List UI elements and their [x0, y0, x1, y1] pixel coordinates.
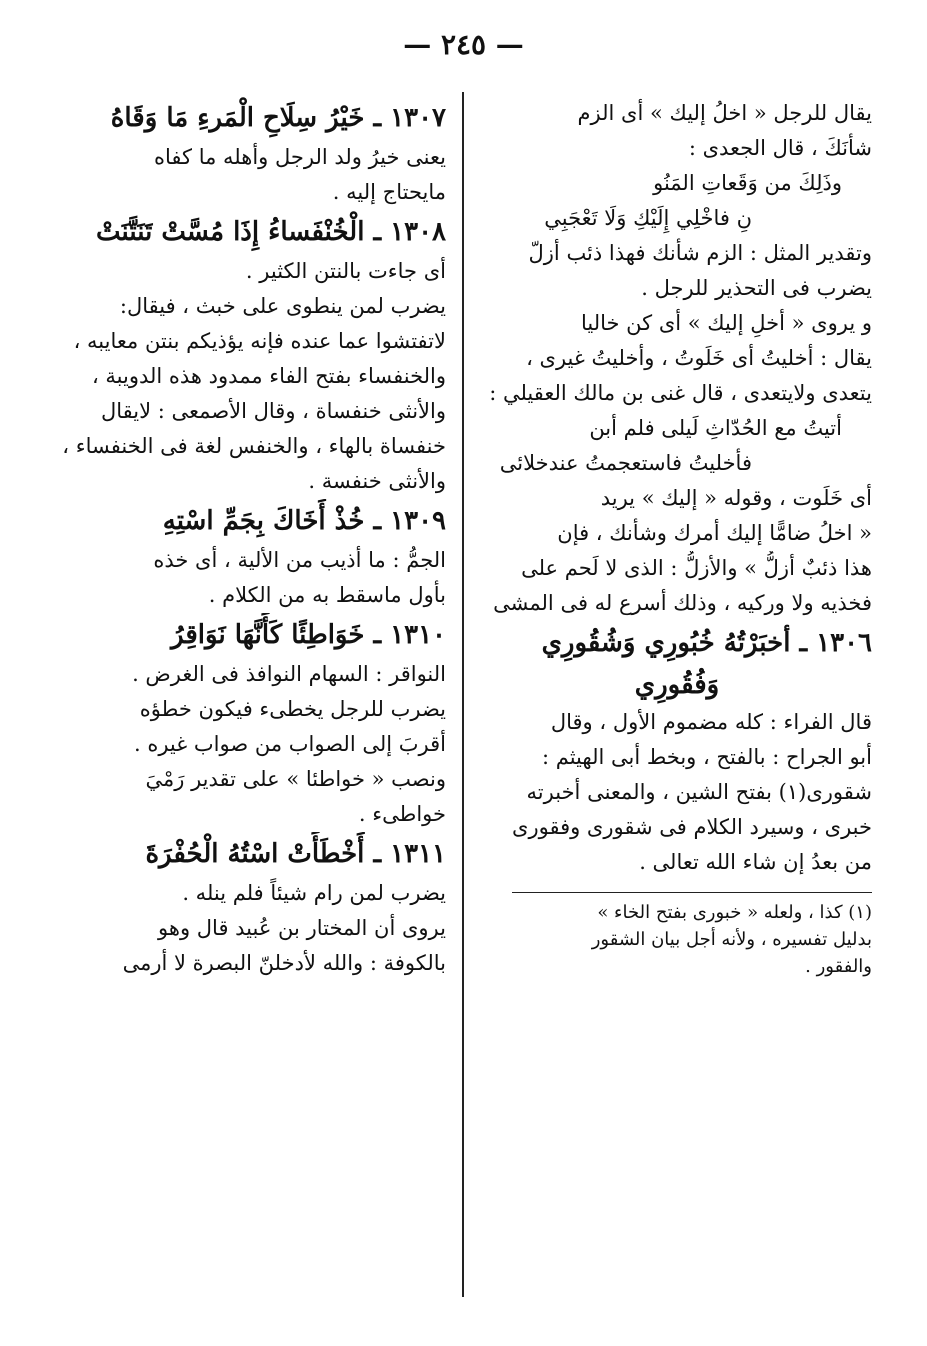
text-line: والأنثى خنفسة . — [308, 469, 446, 493]
text-line: يضرب لمن ينطوى على خبث ، فيقال: — [119, 294, 446, 318]
text-line: أبو الجراح : بالفتح ، وبخط أبى الهيثم : — [541, 745, 872, 769]
footnote-line: والفقور . — [805, 956, 872, 977]
verse-line: نِ فاخْلِي إِلَيْكِ وَلَا تَعْجَبِي — [544, 206, 752, 230]
page-number: — ٢٤٥ — — [403, 28, 524, 61]
text-line: هذا ذئبٌ أزلُّ » والأزلُّ : الذى لا لَحم على — [521, 556, 872, 580]
entry-heading-1309: ١٣٠٩ ـ خُذْ أَخَاكَ بِجَمِّ اسْتِهِ — [162, 506, 446, 536]
text-line: يقال : أخليتُ أى خَلَوتُ ، وأخليتُ غيرى ، — [526, 346, 872, 370]
text-line: يضرب لمن رام شيئاً فلم ينله . — [182, 881, 446, 905]
text-line: يقال للرجل « اخلُ إليك » أى الزم — [577, 101, 872, 125]
text-line: بالكوفة : والله لأدخلنّ البصرة لا أرمى — [122, 951, 446, 975]
text-line: و يروى « أخلِ إليك » أى كن خاليا — [580, 311, 872, 335]
text-line: « اخلُ ضامًّا إليك أمرك وشأنك ، فإن — [557, 521, 872, 545]
text-line: ونصب « خواطئا » على تقدير رَمْيَ — [145, 767, 446, 791]
text-line: خواطىء . — [358, 802, 446, 826]
text-line: قال الفراء : كله مضموم الأول ، وقال — [550, 710, 872, 734]
text-line: وتقدير المثل : الزم شأنك فهذا ذئب أزلّ — [528, 241, 872, 265]
text-line: شأنَكَ ، قال الجعدى : — [688, 136, 872, 160]
text-line: بأول ماسقط به من الكلام . — [208, 583, 446, 607]
text-line: أى خَلَوت ، وقوله « إليك » يريد — [600, 486, 872, 510]
text-line: فخذيه ولا وركيه ، وذلك أسرع له فى المشى — [493, 591, 872, 615]
entry-heading-1308: ١٣٠٨ ـ الْخُنْفَساءُ إِذَا مُسَّتْ تَنَتَّنَتْ — [96, 217, 446, 247]
verse-line: فأخليتُ فاستعجمتُ عندخلائى — [499, 451, 752, 475]
text-line: لاتفتشوا عما عنده فإنه يؤذيكم بنتن معايبه ، — [73, 329, 446, 353]
text-line: النواقر : السهام النوافذ فى الغرض . — [132, 662, 446, 686]
text-line: خنفساة بالهاء ، والخنفس لغة فى الخنفساء ، — [62, 434, 446, 458]
text-line: من بعدُ إن شاء الله تعالى . — [639, 850, 872, 874]
entry-heading-1310: ١٣١٠ ـ خَوَاطِئًا كَأَنَّهَا نَوَاقِرُ — [171, 620, 446, 650]
entry-heading-1311: ١٣١١ ـ أَخْطَأَتْ اسْتُهُ الْحُفْرَةَ — [145, 839, 446, 869]
entry-heading-1306: ١٣٠٦ ـ أخبَرْتُهُ خُبُورِي وَشُقُورِي — [541, 628, 872, 658]
text-line: الجمُّ : ما أذيب من الألية ، أى خذه — [153, 548, 446, 572]
text-line: خبرى ، وسيرد الكلام فى شقورى وفقورى — [512, 815, 872, 839]
entry-heading-1306-continued: وَفُقُورِي — [634, 670, 720, 700]
verse-line: أتيتُ مع الحُدّاثِ لَيلى فلم أبن — [589, 416, 842, 440]
text-line: أى جاءت بالنتن الكثير . — [245, 259, 446, 283]
column-divider — [462, 92, 464, 1297]
text-line: أقربَ إلى الصواب من صواب غيره . — [133, 732, 446, 756]
footnote-line: بدليل تفسيره ، ولأنه أجل بيان الشقور — [591, 929, 872, 950]
text-line: والأنثى خنفساة ، وقال الأصمعى : لايقال — [101, 399, 446, 423]
text-line: مايحتاج إليه . — [332, 180, 446, 204]
entry-heading-1307: ١٣٠٧ ـ خَيْرُ سِلَاحِ الْمَرءِ مَا وَقَاهُ — [110, 103, 446, 133]
footnote-rule — [512, 892, 872, 893]
text-line: يضرب فى التحذير للرجل . — [641, 276, 872, 300]
verse-line: وذَلِكَ من وَقَعاتِ المَنُو — [653, 171, 842, 195]
text-line: يعنى خيرُ ولد الرجل وأهله ما كفاه — [154, 145, 446, 169]
text-line: يتعدى ولايتعدى ، قال غنى بن مالك العقيلي : — [489, 381, 872, 405]
footnote-line: (١) كذا ، ولعله « خبورى بفتح الخاء » — [597, 902, 872, 923]
text-line: يروى أن المختار بن عُبيد قال وهو — [158, 916, 446, 940]
left-column — [28, 96, 446, 981]
text-line: شقورى(١) بفتح الشين ، والمعنى أخبرته — [526, 780, 872, 804]
right-column — [482, 96, 872, 980]
text-line: يضرب للرجل يخطىء فيكون خطؤه — [139, 697, 446, 721]
text-line: والخنفساء بفتح الفاء ممدود هذه الدويبة ، — [91, 364, 446, 388]
